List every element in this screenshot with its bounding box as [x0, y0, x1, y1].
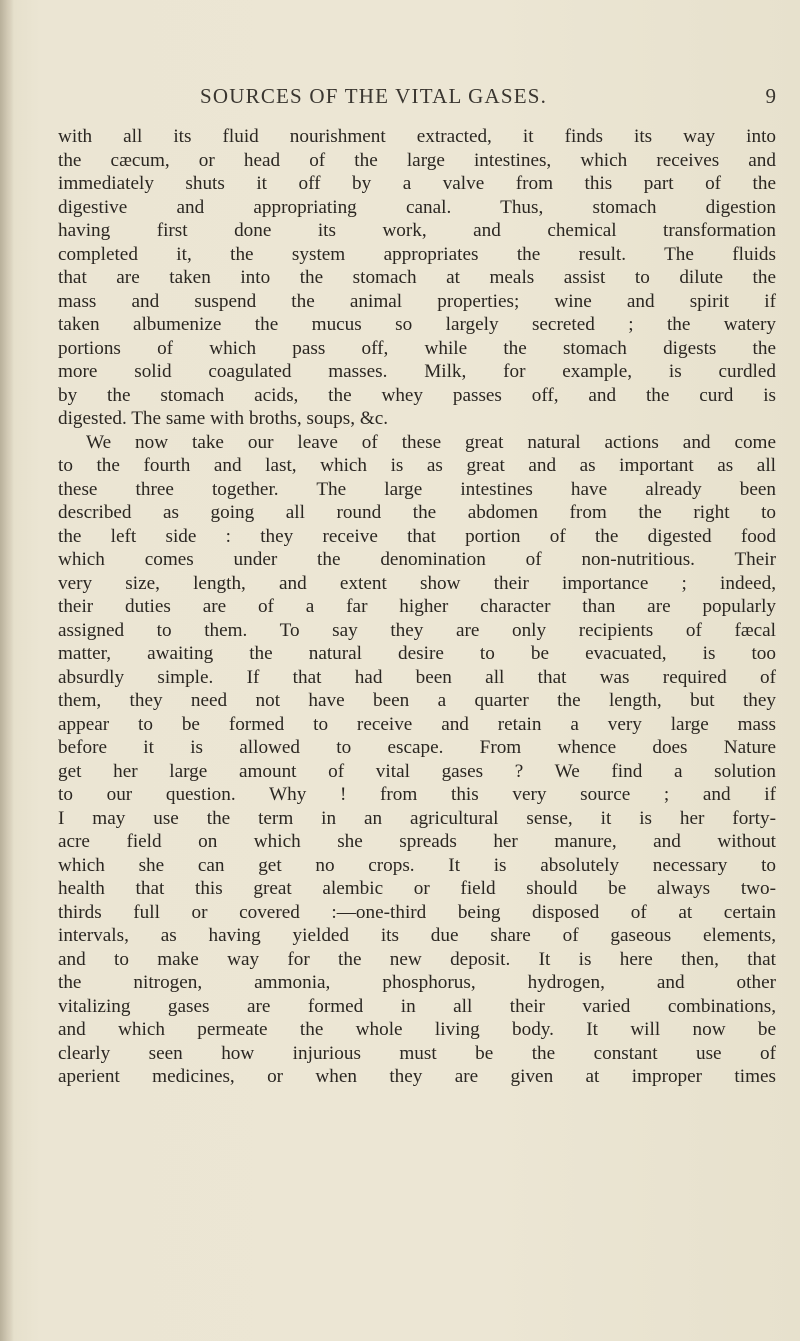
- text-line: before it is allowed to escape. From whence does Nature: [58, 737, 776, 758]
- text-line: the left side : they receive that portion of the digested food: [58, 525, 776, 547]
- text-line: clearly seen how injurious must be the constant use of: [58, 1042, 776, 1064]
- text-line: health that this great alembic or field should be always two-: [58, 878, 776, 899]
- text-line: very size, length, and extent show their importance ; indeed,: [58, 572, 776, 594]
- text-line: and which permeate the whole living body. It will now be: [58, 1019, 776, 1040]
- text-line: thirds full or covered :—one-third being disposed of at certain: [58, 901, 776, 923]
- page-number: 9: [765, 84, 776, 108]
- text-line: I may use the term in an agricultural sense, it is her forty-: [58, 807, 776, 829]
- text-line: having first done its work, and chemical transformation: [58, 220, 776, 241]
- text-line: mass and suspend the animal properties; wine and spirit if: [58, 290, 776, 312]
- text-line: get her large amount of vital gases ? We find a solution: [58, 760, 776, 782]
- text-line: absurdly simple. If that had been all that was required of: [58, 666, 776, 688]
- text-line: with all its fluid nourishment extracted, it finds its way into: [58, 126, 776, 147]
- text-line: which comes under the denomination of non-nutritious. Their: [58, 549, 776, 570]
- binding-shadow: [0, 0, 14, 1341]
- text-line: taken albumenize the mucus so largely secreted ; the watery: [58, 314, 776, 335]
- running-head: [0, 84, 800, 114]
- text-line: matter, awaiting the natural desire to be evacuated, is too: [58, 643, 776, 664]
- text-line: intervals, as having yielded its due share of gaseous elements,: [58, 925, 776, 946]
- text-line: aperient medicines, or when they are given at improper times: [58, 1066, 776, 1087]
- text-line: acre field on which she spreads her manure, and without: [58, 831, 776, 852]
- text-line: digestive and appropriating canal. Thus, stomach digestion: [58, 196, 776, 218]
- text-line: them, they need not have been a quarter the length, but they: [58, 690, 776, 711]
- text-line: the cæcum, or head of the large intestines, which receives and: [58, 149, 776, 171]
- text-line: to the fourth and last, which is as great and as important as all: [58, 455, 776, 476]
- text-line: which she can get no crops. It is absolutely necessary to: [58, 854, 776, 876]
- paragraph-end-line: digested. The same with broths, soups, &c.: [58, 408, 389, 429]
- text-line: more solid coagulated masses. Milk, for example, is curdled: [58, 361, 776, 382]
- text-line: immediately shuts it off by a valve from this part of the: [58, 173, 776, 194]
- text-line: by the stomach acids, the whey passes off, and the curd is: [58, 384, 776, 406]
- text-line: described as going all round the abdomen from the right to: [58, 502, 776, 523]
- text-line: portions of which pass off, while the stomach digests the: [58, 337, 776, 359]
- paragraph-start-line: We now take our leave of these great natural actions and come: [86, 431, 776, 453]
- text-line: to our question. Why ! from this very source ; and if: [58, 784, 776, 805]
- text-line: assigned to them. To say they are only recipients of fæcal: [58, 619, 776, 641]
- text-line: the nitrogen, ammonia, phosphorus, hydrogen, and other: [58, 972, 776, 993]
- body-text: [58, 125, 776, 1089]
- text-line: that are taken into the stomach at meals assist to dilute the: [58, 267, 776, 288]
- text-line: these three together. The large intestines have already been: [58, 478, 776, 500]
- text-line: completed it, the system appropriates the result. The fluids: [58, 243, 776, 265]
- text-line: their duties are of a far higher character than are popularly: [58, 596, 776, 617]
- text-line: and to make way for the new deposit. It is here then, that: [58, 948, 776, 970]
- running-title: SOURCES OF THE VITAL GASES.: [200, 84, 548, 108]
- text-line: appear to be formed to receive and retain a very large mass: [58, 713, 776, 735]
- text-line: vitalizing gases are formed in all their varied combinations,: [58, 995, 776, 1017]
